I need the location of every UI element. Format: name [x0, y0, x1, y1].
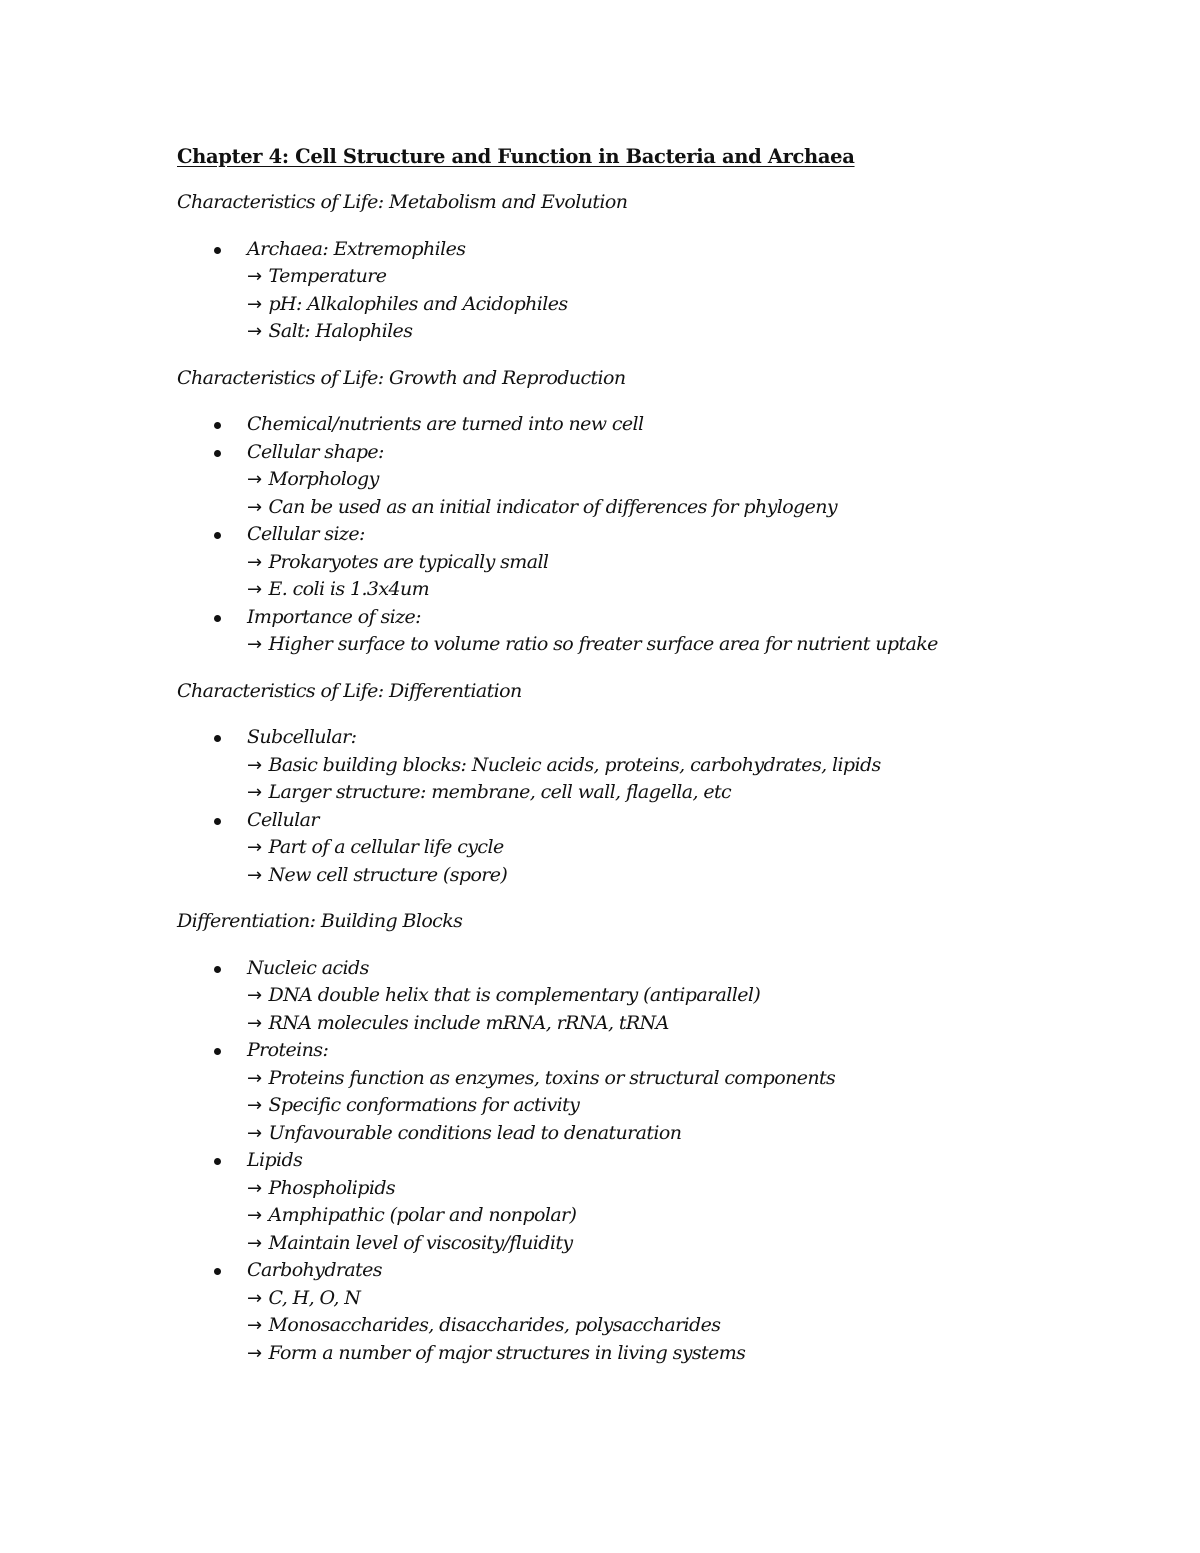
sub-item-text: Temperature	[268, 265, 387, 287]
arrow-right-icon: →	[247, 496, 262, 518]
sub-item	[247, 1065, 1157, 1093]
sub-item	[247, 263, 1157, 291]
bullet-list	[177, 411, 1157, 659]
arrow-right-icon: →	[247, 293, 262, 315]
bullet-icon	[214, 615, 221, 622]
sub-item	[247, 1092, 1157, 1120]
arrow-right-icon: →	[247, 782, 262, 803]
bullet-icon	[214, 450, 221, 457]
sub-item	[247, 779, 1157, 807]
bullet-text: Chemical/nutrients are turned into new cell	[247, 413, 644, 435]
arrow-right-icon: →	[247, 551, 262, 573]
sub-item	[247, 1175, 1157, 1203]
bullet-icon	[214, 532, 221, 539]
sub-item	[247, 1120, 1157, 1148]
bullet-text: Archaea: Extremophiles	[247, 237, 466, 260]
sub-item-text: Proteins function as enzymes, toxins or structural components	[268, 1066, 836, 1089]
chapter-title: Chapter 4: Cell Structure and Function in Bacteria and Archaea	[177, 145, 855, 168]
arrow-right-icon: →	[247, 1067, 262, 1089]
bullet-text: Cellular	[247, 808, 319, 831]
notes-body	[177, 189, 1157, 1367]
bullet-text: Lipids	[247, 1149, 303, 1171]
sub-item	[247, 494, 1157, 522]
bullet-icon	[214, 1268, 221, 1275]
bullet-icon	[214, 247, 221, 254]
sub-item	[247, 1230, 1157, 1258]
sub-item-text: Basic building blocks: Nucleic acids, proteins, carbohydrates, lipids	[268, 753, 881, 776]
list-item	[177, 439, 1157, 522]
sub-item	[247, 549, 1157, 577]
sub-item-text: Higher surface to volume ratio so freater surface area for nutrient uptake	[268, 633, 938, 655]
sub-item-text: Larger structure: membrane, cell wall, flagella, etc	[268, 781, 732, 803]
sub-item-text: Can be used as an initial indicator of differences for phylogeny	[268, 495, 838, 518]
sub-item-text: Prokaryotes are typically small	[268, 550, 549, 573]
arrow-right-icon: →	[247, 469, 262, 490]
arrow-right-icon: →	[247, 864, 262, 886]
arrow-right-icon: →	[247, 985, 262, 1006]
sub-item-text: Phospholipids	[268, 1176, 396, 1199]
sub-item-text: Specific conformations for activity	[268, 1094, 580, 1116]
bullet-text: Nucleic acids	[247, 956, 369, 979]
list-item	[177, 807, 1157, 890]
arrow-right-icon: →	[247, 1095, 262, 1116]
sub-item-text: Part of a cellular life cycle	[268, 836, 504, 858]
bullet-list	[177, 724, 1157, 889]
bullet-icon	[214, 422, 221, 429]
sub-item-text: Maintain level of viscosity/fluidity	[268, 1231, 573, 1254]
sub-item-text: RNA molecules include mRNA, rRNA, tRNA	[268, 1011, 669, 1034]
document-page	[177, 143, 1157, 1386]
sub-item-text: New cell structure (spore)	[268, 863, 508, 886]
section-heading: Characteristics of Life: Growth and Reproduction	[177, 366, 626, 389]
sub-item	[247, 1010, 1157, 1038]
bullet-text: Importance of size:	[247, 605, 421, 628]
sub-item-text: Form a number of major structures in living systems	[268, 1341, 746, 1364]
arrow-right-icon: →	[247, 837, 262, 858]
list-item	[177, 1147, 1157, 1257]
bullet-text: Cellular shape:	[247, 440, 384, 463]
arrow-right-icon: →	[247, 1232, 262, 1254]
sub-item	[247, 631, 1157, 659]
bullet-icon	[214, 966, 221, 973]
sub-item-text: Amphipathic (polar and nonpolar)	[268, 1204, 577, 1226]
list-item	[177, 1037, 1157, 1147]
list-item	[177, 724, 1157, 807]
sub-item	[247, 862, 1157, 890]
bullet-text: Proteins:	[247, 1039, 329, 1061]
sub-item-text: C, H, O, N	[268, 1286, 361, 1309]
arrow-right-icon: →	[247, 579, 262, 600]
sub-item	[247, 576, 1157, 604]
sub-item-text: pH: Alkalophiles and Acidophiles	[268, 292, 568, 315]
list-item	[177, 411, 1157, 439]
arrow-right-icon: →	[247, 1122, 262, 1144]
arrow-right-icon: →	[247, 1205, 262, 1226]
bullet-text: Subcellular:	[247, 726, 357, 748]
sub-item-text: E. coli is 1.3x4um	[268, 578, 430, 600]
bullet-icon	[214, 735, 221, 742]
bullet-list	[177, 236, 1157, 346]
sub-item	[247, 1202, 1157, 1230]
bullet-list	[177, 955, 1157, 1368]
list-item	[177, 236, 1157, 346]
sub-item-text: Unfavourable conditions lead to denaturation	[268, 1121, 682, 1144]
section-heading: Differentiation: Building Blocks	[177, 910, 463, 932]
sub-item-text: Morphology	[268, 468, 379, 490]
sub-item	[247, 982, 1157, 1010]
list-item	[177, 521, 1157, 604]
sub-item-text: Salt: Halophiles	[268, 320, 413, 342]
arrow-right-icon: →	[247, 1315, 262, 1336]
arrow-right-icon: →	[247, 1177, 262, 1199]
sub-item	[247, 291, 1157, 319]
bullet-text: Carbohydrates	[247, 1259, 382, 1281]
bullet-icon	[214, 1158, 221, 1165]
arrow-right-icon: →	[247, 266, 262, 287]
arrow-right-icon: →	[247, 321, 262, 342]
arrow-right-icon: →	[247, 1342, 262, 1364]
sub-item	[247, 834, 1157, 862]
sub-item	[247, 1285, 1157, 1313]
sub-item	[247, 318, 1157, 346]
list-item	[177, 1257, 1157, 1367]
sub-item	[247, 466, 1157, 494]
section-heading: Characteristics of Life: Metabolism and Evolution	[177, 191, 628, 213]
sub-item-text: DNA double helix that is complementary (antiparallel)	[268, 984, 761, 1006]
arrow-right-icon: →	[247, 1012, 262, 1034]
arrow-right-icon: →	[247, 1287, 262, 1309]
sub-item	[247, 1340, 1157, 1368]
bullet-icon	[214, 1048, 221, 1055]
bullet-text: Cellular size:	[247, 523, 365, 545]
sub-item-text: Monosaccharides, disaccharides, polysaccharides	[268, 1314, 721, 1336]
bullet-icon	[214, 818, 221, 825]
arrow-right-icon: →	[247, 754, 262, 776]
sub-item	[247, 752, 1157, 780]
section-heading: Characteristics of Life: Differentiation	[177, 679, 522, 702]
list-item	[177, 955, 1157, 1038]
list-item	[177, 604, 1157, 659]
arrow-right-icon: →	[247, 634, 262, 655]
sub-item	[247, 1312, 1157, 1340]
